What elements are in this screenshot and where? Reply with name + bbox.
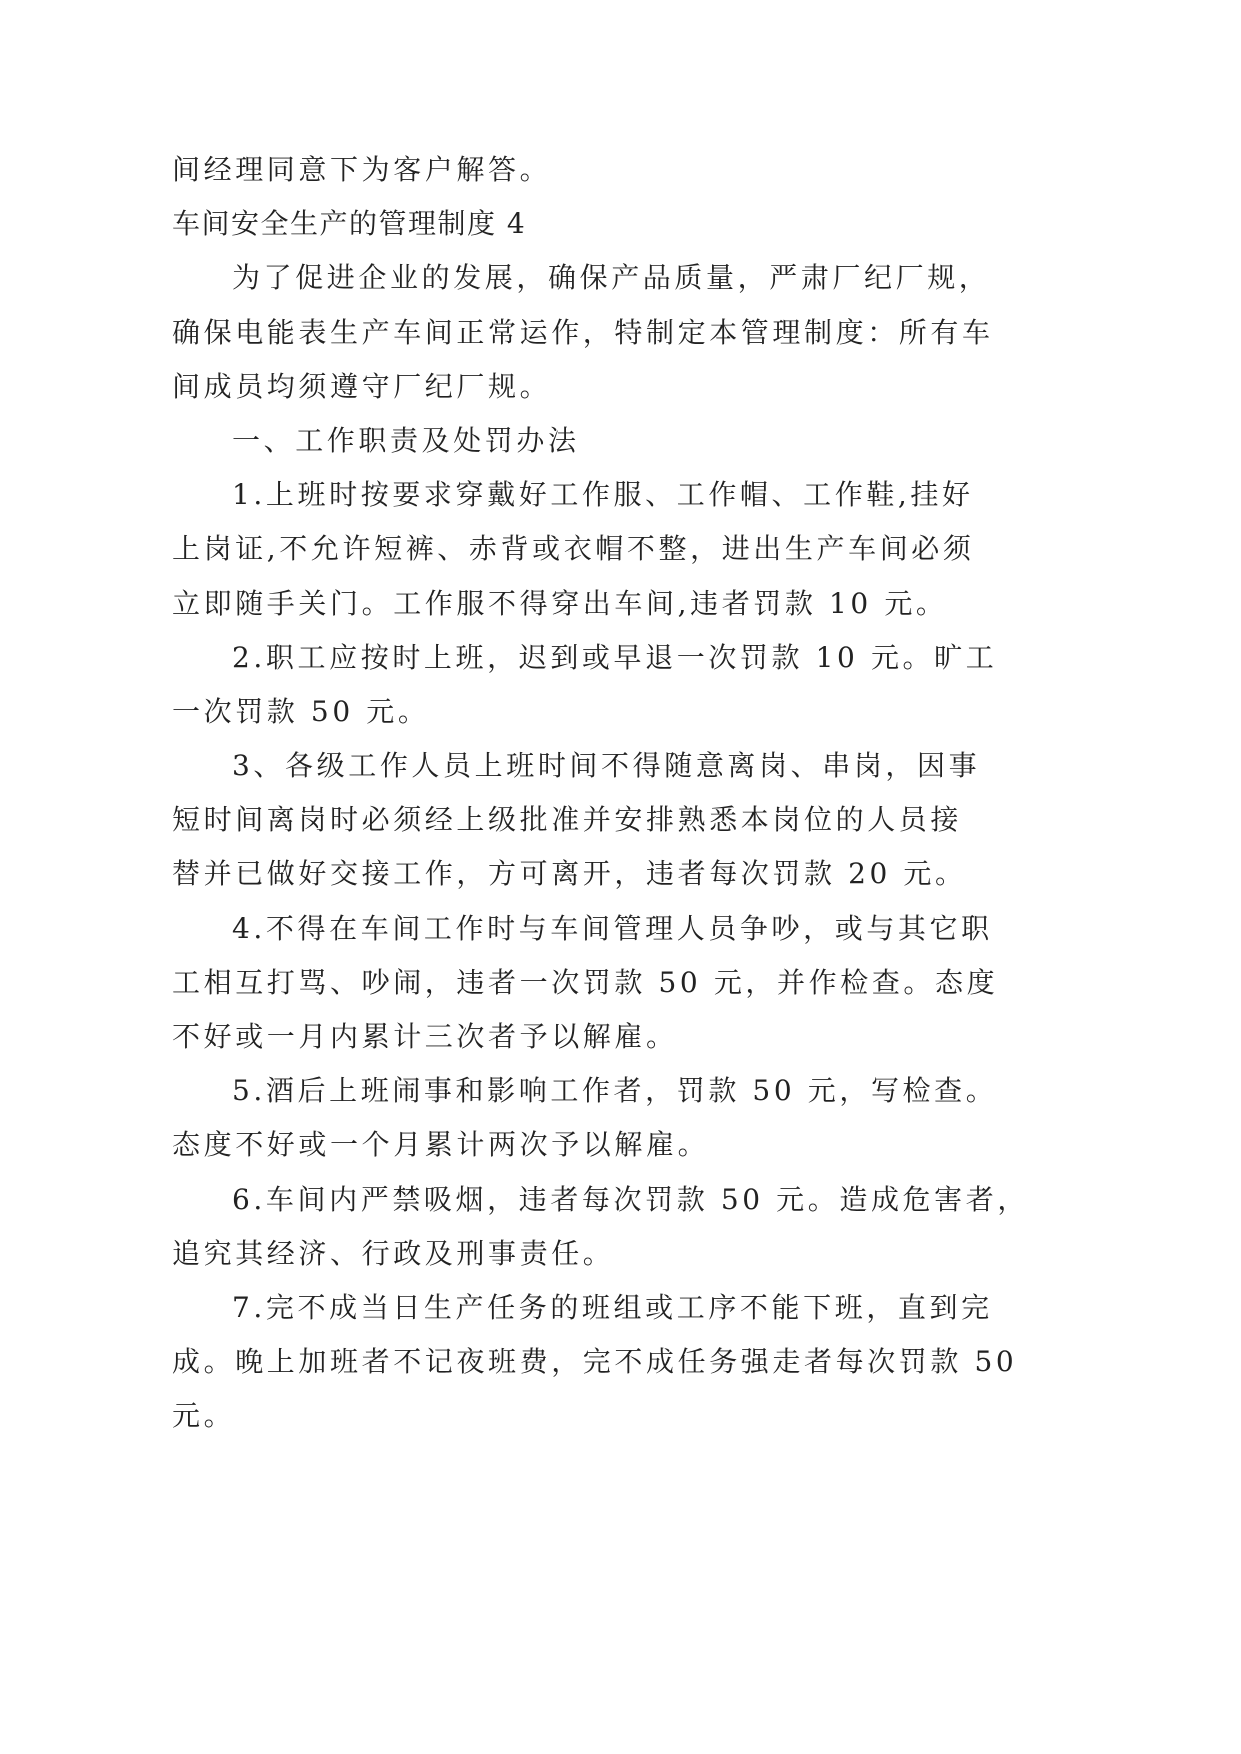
paragraph-line: 短时间离岗时必须经上级批准并安排熟悉本岗位的人员接 [172,803,963,837]
paragraph-line: 4.不得在车间工作时与车间管理人员争吵，或与其它职 [232,911,993,945]
paragraph-line: 一次罚款 50 元。 [172,694,430,728]
paragraph-line: 工相互打骂、吵闹，违者一次罚款 50 元，并作检查。态度 [172,965,999,999]
section-heading: 一、工作职责及处罚办法 [232,423,580,457]
paragraph-line: 立即随手关门。工作服不得穿出车间,违者罚款 10 元。 [172,586,948,620]
paragraph-line: 替并已做好交接工作，方可离开，违者每次罚款 20 元。 [172,857,967,891]
paragraph-line: 为了促进企业的发展，确保产品质量，严肃厂纪厂规， [232,261,991,295]
paragraph-line: 1.上班时按要求穿戴好工作服、工作帽、工作鞋,挂好 [232,478,974,512]
paragraph-line: 元。 [172,1399,236,1433]
paragraph-line: 2.职工应按时上班，迟到或早退一次罚款 10 元。旷工 [232,640,998,674]
paragraph-line: 不好或一月内累计三次者予以解雇。 [172,1020,678,1053]
paragraph-line: 间成员均须遵守厂纪厂规。 [172,369,552,403]
paragraph-line: 成。晚上加班者不记夜班费，完不成任务强走者每次罚款 50 [172,1345,1018,1379]
section-title: 车间安全生产的管理制度 4 [172,207,527,241]
paragraph-line: 3、各级工作人员上班时间不得随意离岗、串岗，因事 [232,749,981,783]
paragraph-line: 追究其经济、行政及刑事责任。 [172,1236,615,1270]
paragraph-line: 态度不好或一个月累计两次予以解雇。 [172,1128,710,1162]
paragraph-line: 6.车间内严禁吸烟，违者每次罚款 50 元。造成危害者， [232,1182,1029,1216]
paragraph-line: 5.酒后上班闹事和影响工作者，罚款 50 元，写检查。 [232,1074,998,1108]
paragraph-line: 7.完不成当日生产任务的班组或工序不能下班，直到完 [232,1290,993,1324]
paragraph-line: 确保电能表生产车间正常运作，特制定本管理制度：所有车 [172,315,994,349]
paragraph-line: 间经理同意下为客户解答。 [172,153,552,186]
document-body [172,143,1029,1444]
paragraph-line: 上岗证,不允许短裤、赤背或衣帽不整，进出生产车间必须 [172,532,975,566]
